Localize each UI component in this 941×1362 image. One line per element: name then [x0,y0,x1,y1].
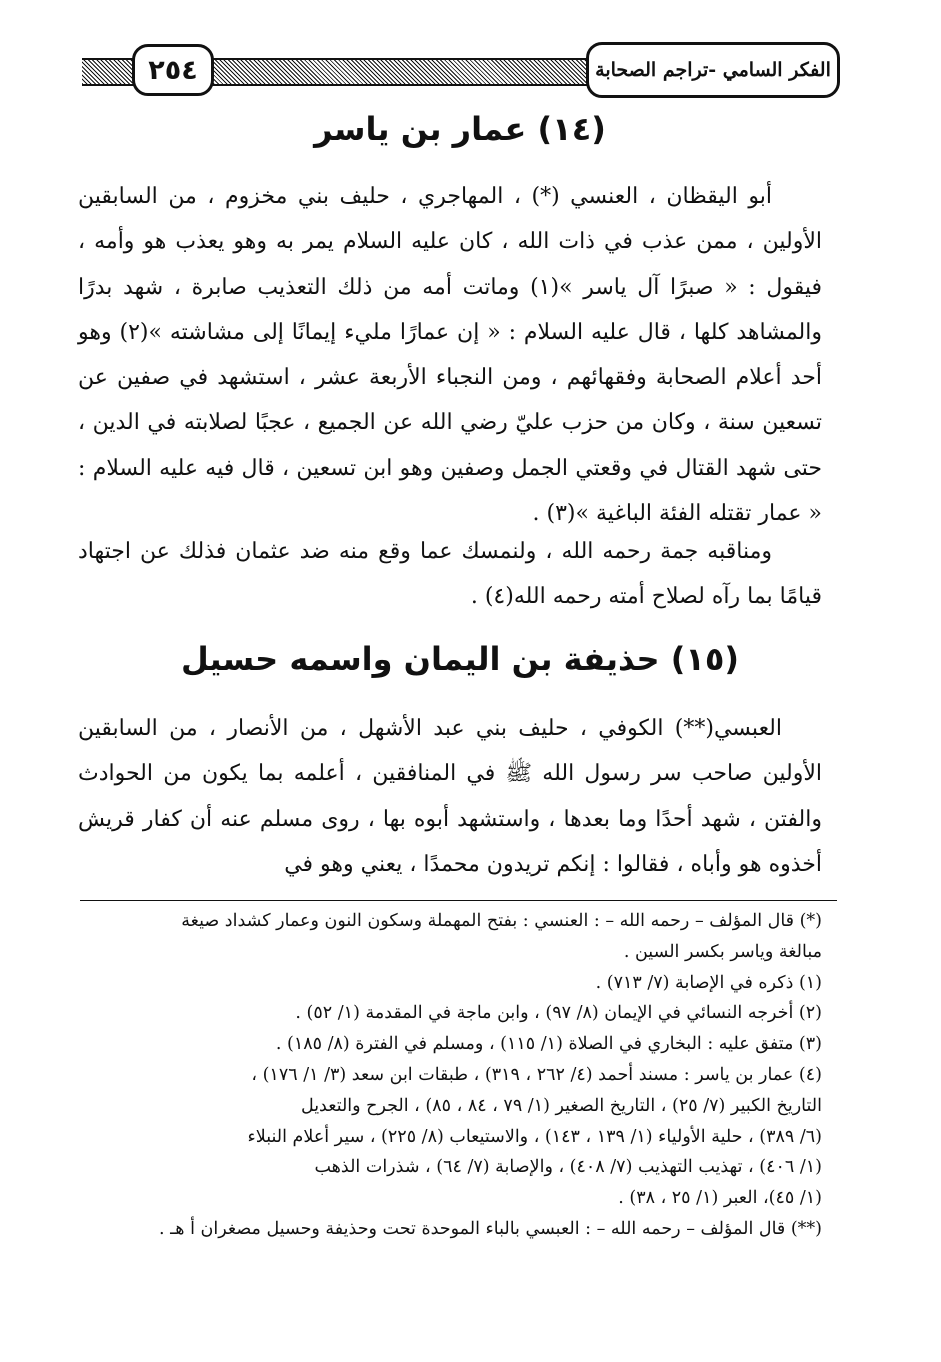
body-paragraph: ومناقبه جمة رحمه الله ، ولنمسك عما وقع منه ضد عثمان فذلك عن اجتهاد قيامًا بما رآه لصلاح أمته رحمه الله(٤) . [78,539,822,610]
footnote-divider [80,900,837,901]
footnote-line: (**) قال المؤلف – رحمه الله – : العبسي بالباء الموحدة تحت وحذيفة وحسيل مصغران أ هـ . [159,1218,822,1239]
section-heading-hudhayfa: (١٥) حذيفة بن اليمان واسمه حسيل [180,640,740,678]
footnote-line: (*) قال المؤلف – رحمه الله – : العنسي : بفتح المهملة وسكون النون وعمار كشداد صيغة [181,911,822,931]
section-heading-ammar: (١٤) عمار بن ياسر [314,110,606,148]
body-paragraph: العبسي(**) الكوفي ، حليف بني عبد الأشهل ، من الأنصار ، من السابقين الأولين صاحب سر رسول الله ﷺ في المنافقين ، أعلمه بما يكون من الحوادث والفتن ، شهد أحدًا وما بعدها ، واستشهد أبوه بها ، روى مسلم عنه أن كفار قريش أخذوه هو وأباه ، فقالوا : إنكم تريدون محمدًا ، يعني وهو في [78,716,822,877]
footnote-line: مبالغة وياسر بكسر السين . [623,941,822,962]
footnote-line: (٣) متفق عليه : البخاري في الصلاة (١/ ١١٥) ، ومسلم في الفترة (٨/ ١٨٥) . [275,1034,822,1055]
running-title: الفكر السامي -تراجم الصحابة [595,59,831,81]
footnote-line: (٦/ ٣٨٩) ، حلية الأولياء (١/ ١٣٩ ، ١٤٣) ، والاستيعاب (٨/ ٢٢٥) ، سير أعلام النبلاء [247,1126,822,1147]
page-number: ٢٥٤ [148,54,198,86]
footnote-line: (١) ذكره في الإصابة (٧/ ٧١٣) . [595,972,822,993]
footnote-line: (٤) عمار بن ياسر : مسند أحمد (٤/ ٢٦٢ ، ٣١٩) ، طبقات ابن سعد (٣/ ١/ ١٧٦) ، [251,1064,822,1085]
footnote-line: (١/ ٤٠٦) ، تهذيب التهذيب (٧/ ٤٠٨) ، والإصابة (٧/ ٦٤) ، شذرات الذهب [314,1157,822,1178]
running-title-frame [586,42,840,98]
footnote-line: (٢) أخرجه النسائي في الإيمان (٨/ ٩٧) ، وابن ماجة في المقدمة (١/ ٥٢) . [295,1003,822,1024]
page-number-frame [132,44,214,96]
running-header [70,38,830,108]
footnote-line: (١/ ٤٥)، العبر (١/ ٢٥ ، ٣٨) . [618,1188,822,1209]
footnote-line: التاريخ الكبير (٧/ ٢٥) ، التاريخ الصغير (١/ ٧٩ ، ٨٤ ، ٨٥) ، الجرح والتعديل [300,1095,822,1116]
body-paragraph: أبو اليقظان ، العنسي (*) ، المهاجري ، حليف بني مخزوم ، من السابقين الأولين ، ممن عذب في ذات الله ، كان عليه السلام يمر به وهو يعذب هو وأمه ، فيقول : « صبرًا آل ياسر »(١) وماتت أمه من ذلك التعذيب صابرة ، شهد بدرًا والمشاهد كلها ، قال عليه السلام : « إن عمارًا مليء إيمانًا إلى مشاشته »(٢) وهو أحد أعلام الصحابة وفقهائهم ، ومن النجباء الأربعة عشر ، استشهد في صفين عن تسعين سنة ، وكان من حزب عليّ رضي الله عن الجميع ، عجبًا لصلابته في الدين ، حتى شهد القتال في وقعتي الجمل وصفين وهو ابن تسعين ، قال فيه عليه السلام : « عمار تقتله الفئة الباغية »(٣) . [78,184,823,527]
footnotes-list [78,906,822,1245]
